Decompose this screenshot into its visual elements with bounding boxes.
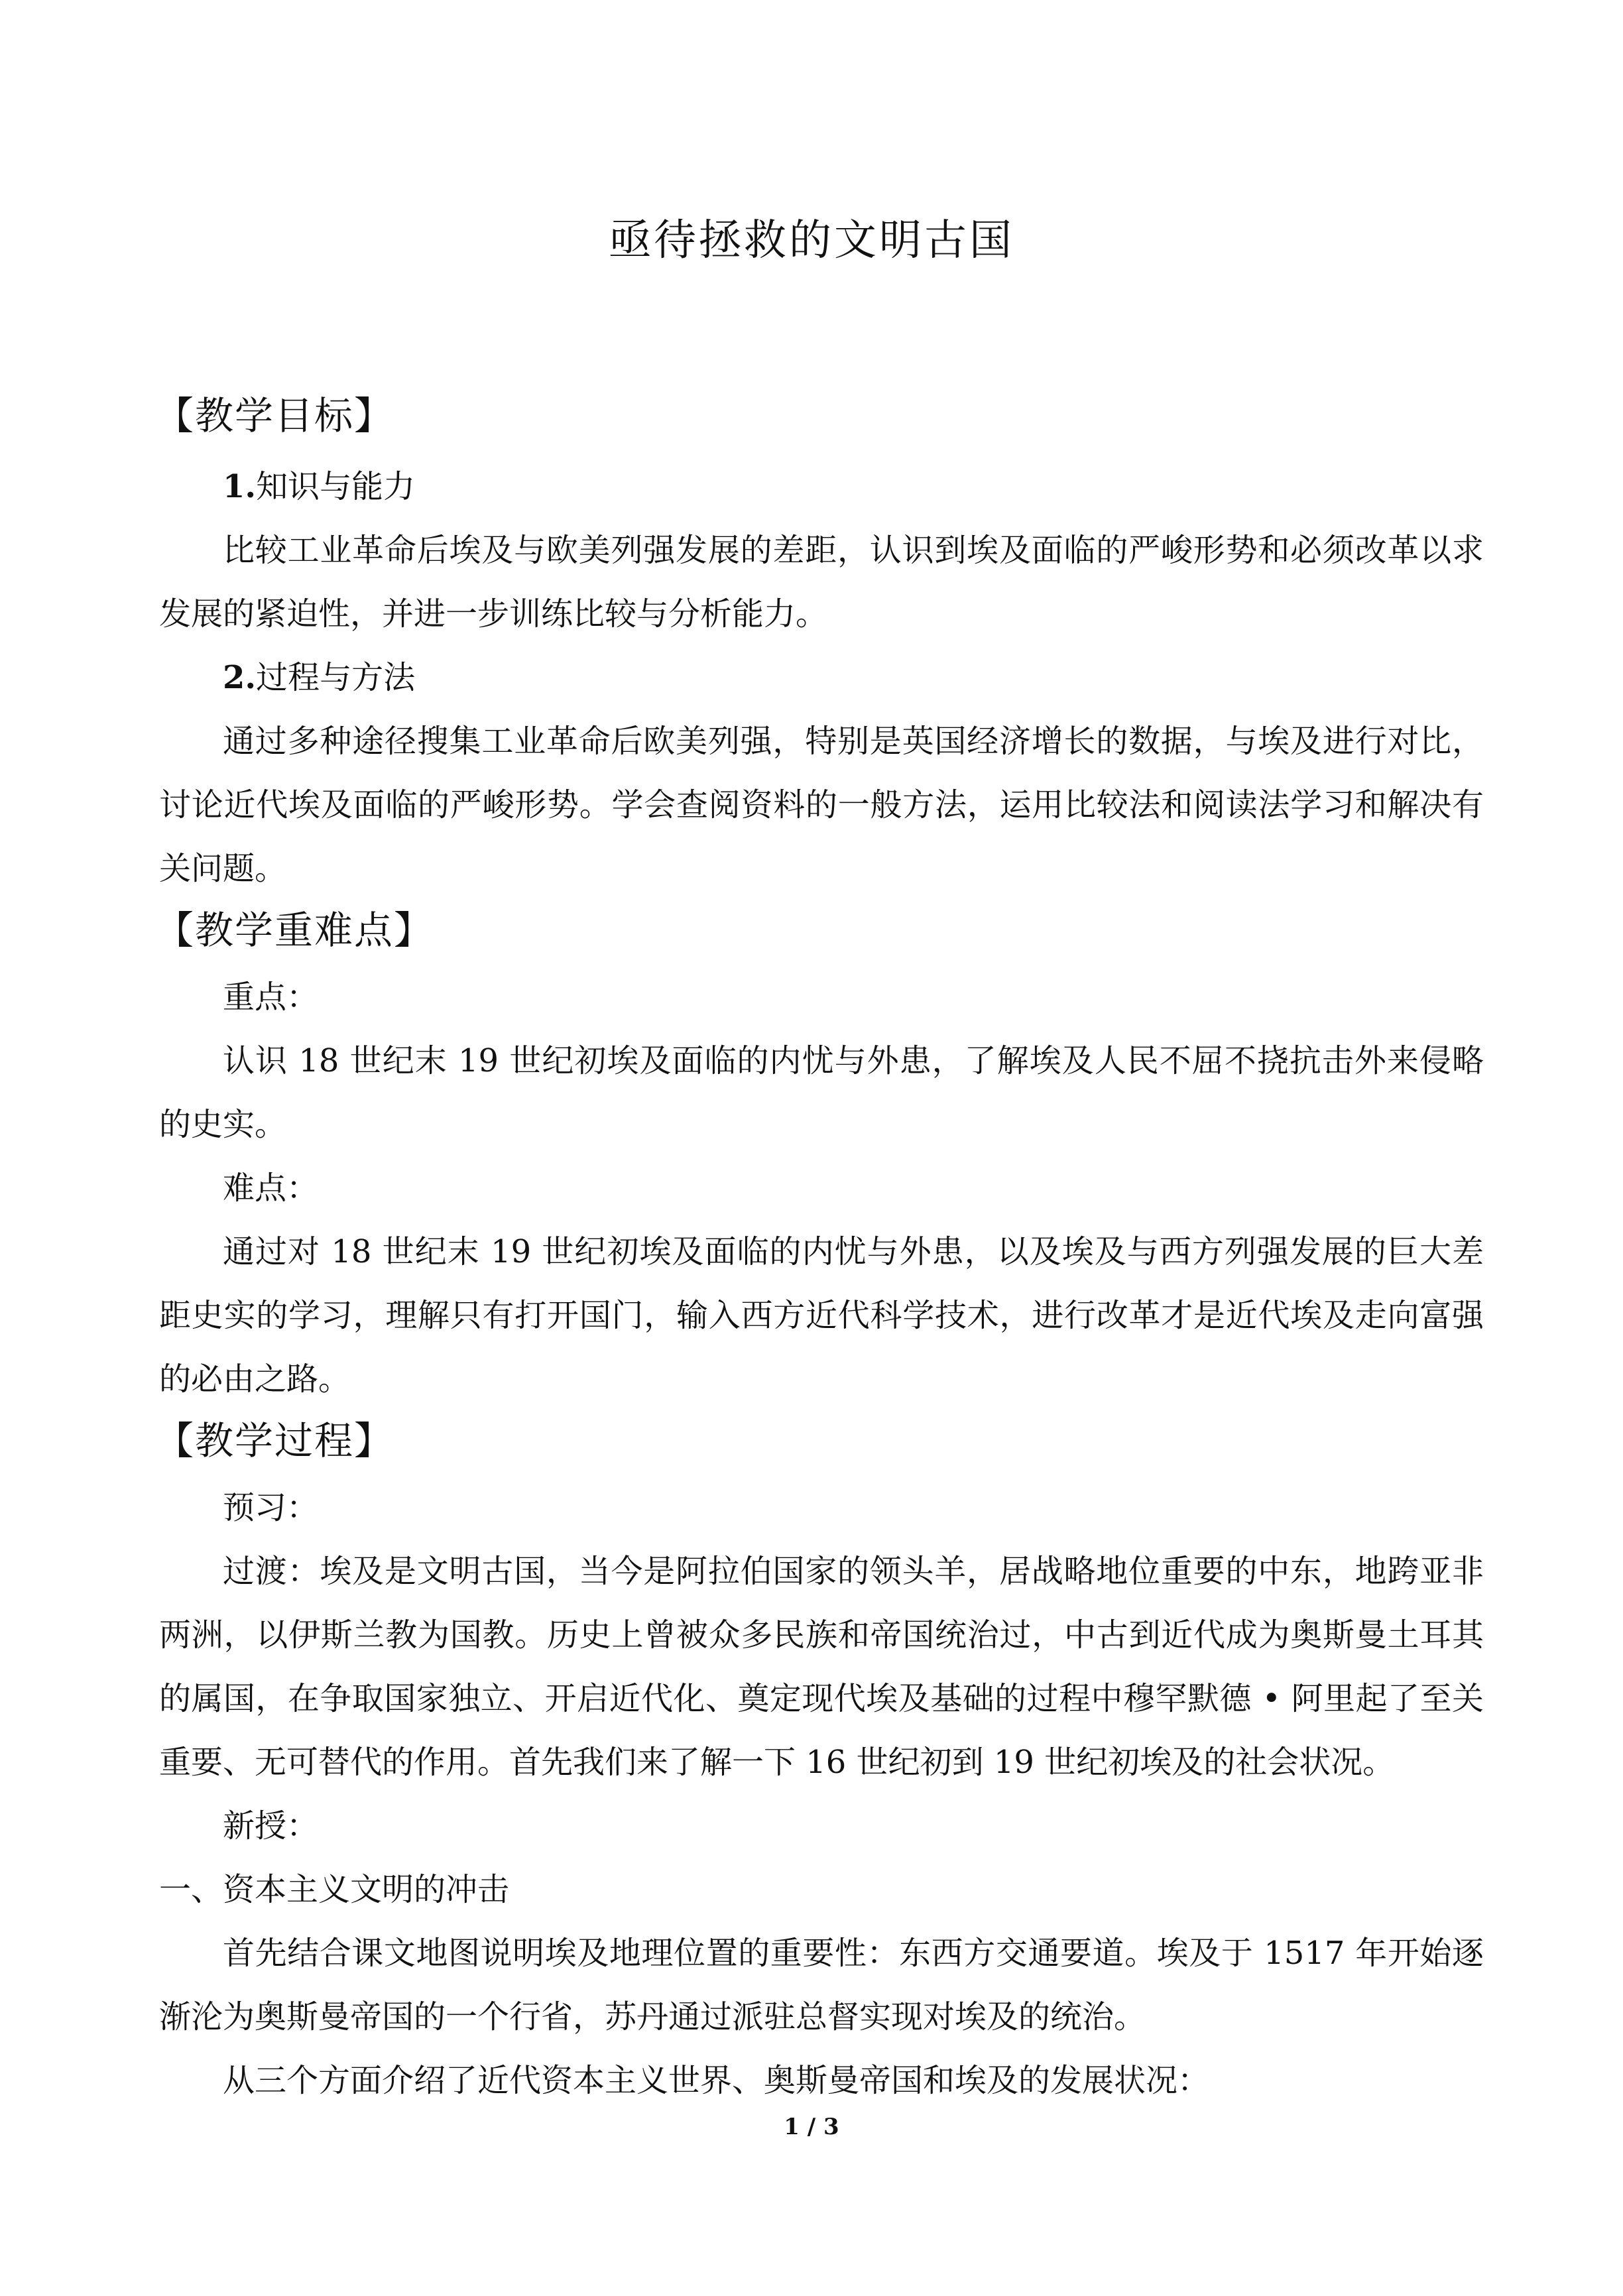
paragraph-process-method: 通过多种途径搜集工业革命后欧美列强，特别是英国经济增长的数据，与埃及进行对比，讨论近代埃及面临的严峻形势。学会查阅资料的一般方法，运用比较法和阅读法学习和解决有关问题。	[159, 723, 1484, 887]
subheading-label: 知识与能力	[256, 468, 416, 505]
paragraph-three-aspects: 从三个方面介绍了近代资本主义世界、奥斯曼帝国和埃及的发展状况：	[223, 2062, 1210, 2099]
section-heading-keypoints: 【教学重难点】	[155, 908, 434, 953]
paragraph-knowledge: 比较工业革命后埃及与欧美列强发展的差距，认识到埃及面临的严峻形势和必须改革以求发展的紧迫性，并进一步训练比较与分析能力。	[159, 532, 1484, 633]
document-body	[155, 386, 1484, 2112]
subheading-label: 过程与方法	[256, 659, 416, 696]
section-heading-process: 【教学过程】	[155, 1418, 394, 1463]
paragraph-difficulty: 通过对 18 世纪末 19 世纪初埃及面临的内忧与外患，以及埃及与西方列强发展的巨大差距史实的学习，理解只有打开国门，输入西方近代科学技术，进行改革才是近代埃及走向富强的必由之路。	[159, 1233, 1484, 1398]
paragraph-key-point: 认识 18 世纪末 19 世纪初埃及面临的内忧与外患，了解埃及人民不屈不挠抗击外来侵略的史实。	[159, 1042, 1484, 1143]
page-number: 1 / 3	[784, 2114, 839, 2140]
paragraph-transition: 过渡：埃及是文明古国，当今是阿拉伯国家的领头羊，居战略地位重要的中东，地跨亚非两洲，以伊斯兰教为国教。历史上曾被众多民族和帝国统治过，中古到近代成为奥斯曼土耳其的属国，在争取国家独立、开启近代化、奠定现代埃及基础的过程中穆罕默德 • 阿里起了至关重要、无可替代的作用。首先我们来了解一下 16 世纪初到 19 世纪初埃及的社会状况。	[159, 1553, 1484, 1781]
section-heading-goals: 【教学目标】	[155, 393, 394, 438]
label-difficulty: 难点：	[223, 1170, 319, 1207]
document-title: 亟待拯救的文明古国	[609, 216, 1014, 265]
part-title-capitalism-impact: 一、资本主义文明的冲击	[159, 1871, 510, 1908]
subheading-process-method	[159, 646, 1484, 709]
subheading-number: 1.	[223, 468, 257, 505]
subheading-knowledge	[159, 455, 1484, 518]
label-key-point: 重点：	[223, 979, 319, 1016]
paragraph-geography: 首先结合课文地图说明埃及地理位置的重要性：东西方交通要道。埃及于 1517 年开始逐渐沦为奥斯曼帝国的一个行省，苏丹通过派驻总督实现对埃及的统治。	[159, 1935, 1484, 2035]
label-preview: 预习：	[223, 1489, 319, 1526]
subheading-number: 2.	[223, 659, 257, 696]
label-new-lesson: 新授：	[223, 1807, 319, 1844]
